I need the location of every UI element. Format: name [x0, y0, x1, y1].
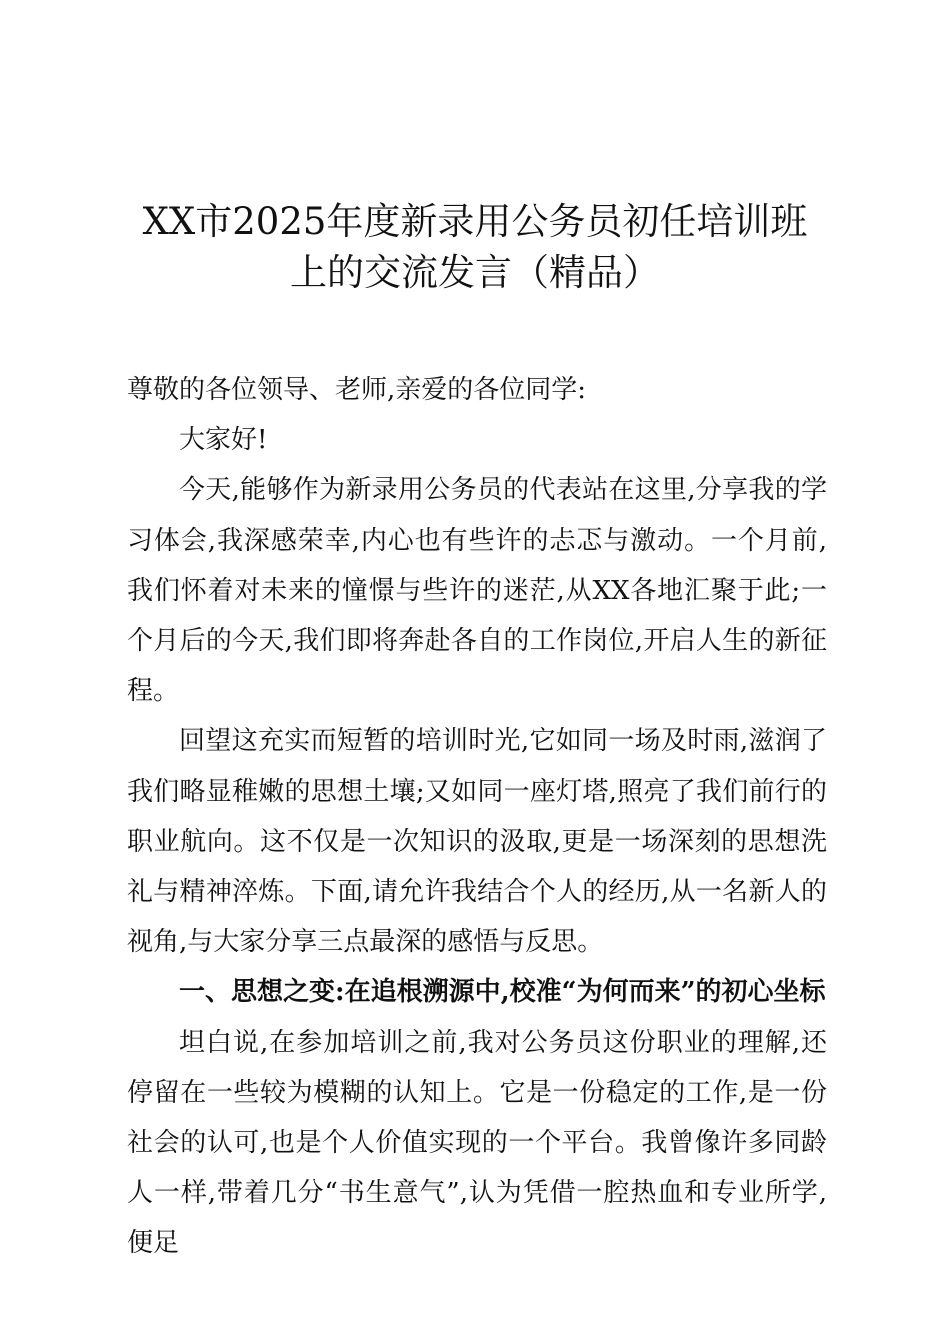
greeting: 大家好! [179, 425, 268, 456]
title-line-2: 上的交流发言（精品） [290, 251, 660, 294]
section-heading-1: 一、思想之变:在追根溯源中,校准“为何而来”的初心坐标 [179, 977, 826, 1008]
paragraph-opening: 今天,能够作为新录用公务员的代表站在这里,分享我的学习体会,我深感荣幸,内心也有些许的忐忑与激动。一个月前,我们怀着对未来的憧憬与些许的迷茫,从XX各地汇聚于此;一个月后的今天,我们即将奔赴各自的工作岗位,开启人生的新征程。 [127, 475, 827, 707]
paragraph-review: 回望这充实而短暂的培训时光,它如同一场及时雨,滋润了我们略显稚嫩的思想土壤;又如同一座灯塔,照亮了我们前行的职业航向。这不仅是一次知识的汲取,更是一场深刻的思想洗礼与精神淬炼。下面,请允许我结合个人的经历,从一名新人的视角,与大家分享三点最深的感悟与反思。 [127, 726, 827, 958]
document-body [127, 365, 827, 1269]
salutation: 尊敬的各位领导、老师,亲爱的各位同学: [127, 375, 587, 405]
paragraph-section-1: 坦白说,在参加培训之前,我对公务员这份职业的理解,还停留在一些较为模糊的认知上。它是一份稳定的工作,是一份社会的认可,也是个人价值实现的一个平台。我曾像许多同龄人一样,带着几分“书生意气”,认为凭借一腔热血和专业所学,便足 [127, 1027, 827, 1259]
document-title [90, 196, 860, 298]
title-line-1: XX市2025年度新录用公务员初任培训班 [142, 200, 808, 243]
